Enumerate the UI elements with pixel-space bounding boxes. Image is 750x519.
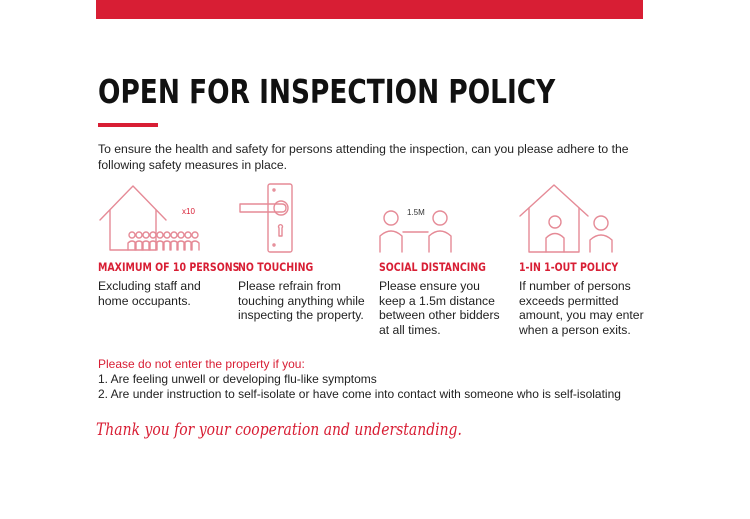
distance-label: 1.5M xyxy=(407,208,425,217)
warning-heading: Please do not enter the property if you: xyxy=(98,357,305,371)
social-distance-icon xyxy=(379,180,514,255)
measure-description: Please refrain from touching anything while inspecting the property. xyxy=(238,279,365,322)
house-crowd-icon xyxy=(98,180,233,255)
measure-social-distancing xyxy=(379,180,514,337)
door-handle-icon xyxy=(238,180,373,255)
list-item: 2. Are under instruction to self-isolate or have come into contact with someone who is self-isolating xyxy=(98,386,621,401)
measure-title: 1-IN 1-OUT POLICY xyxy=(519,260,619,274)
measure-title: MAXIMUM OF 10 PERSONS xyxy=(98,260,240,274)
measure-description: If number of persons exceeds permitted amount, you may enter when a person exits. xyxy=(519,279,644,337)
list-item: 1. Are feeling unwell or developing flu-like symptoms xyxy=(98,372,377,386)
house-person-icon xyxy=(519,180,654,255)
crowd-count-label: x10 xyxy=(182,207,195,216)
measure-no-touching xyxy=(238,180,373,322)
page-title: OPEN FOR INSPECTION POLICY xyxy=(98,72,556,111)
measure-one-in-one-out xyxy=(519,180,654,337)
measure-max-persons xyxy=(98,180,240,308)
intro-text: To ensure the health and safety for persons attending the inspection, can you please adhere to the following safety measures in place. xyxy=(98,142,629,172)
measure-description: Please ensure you keep a 1.5m distance between other bidders at all times. xyxy=(379,279,500,337)
closing-message: Thank you for your cooperation and understanding. xyxy=(96,420,462,440)
conditions-list xyxy=(98,372,621,401)
top-accent-bar xyxy=(96,0,643,19)
measure-description: Excluding staff and home occupants. xyxy=(98,279,201,308)
measure-title: SOCIAL DISTANCING xyxy=(379,260,486,274)
title-underline xyxy=(98,123,158,127)
measure-title: NO TOUCHING xyxy=(238,260,314,274)
